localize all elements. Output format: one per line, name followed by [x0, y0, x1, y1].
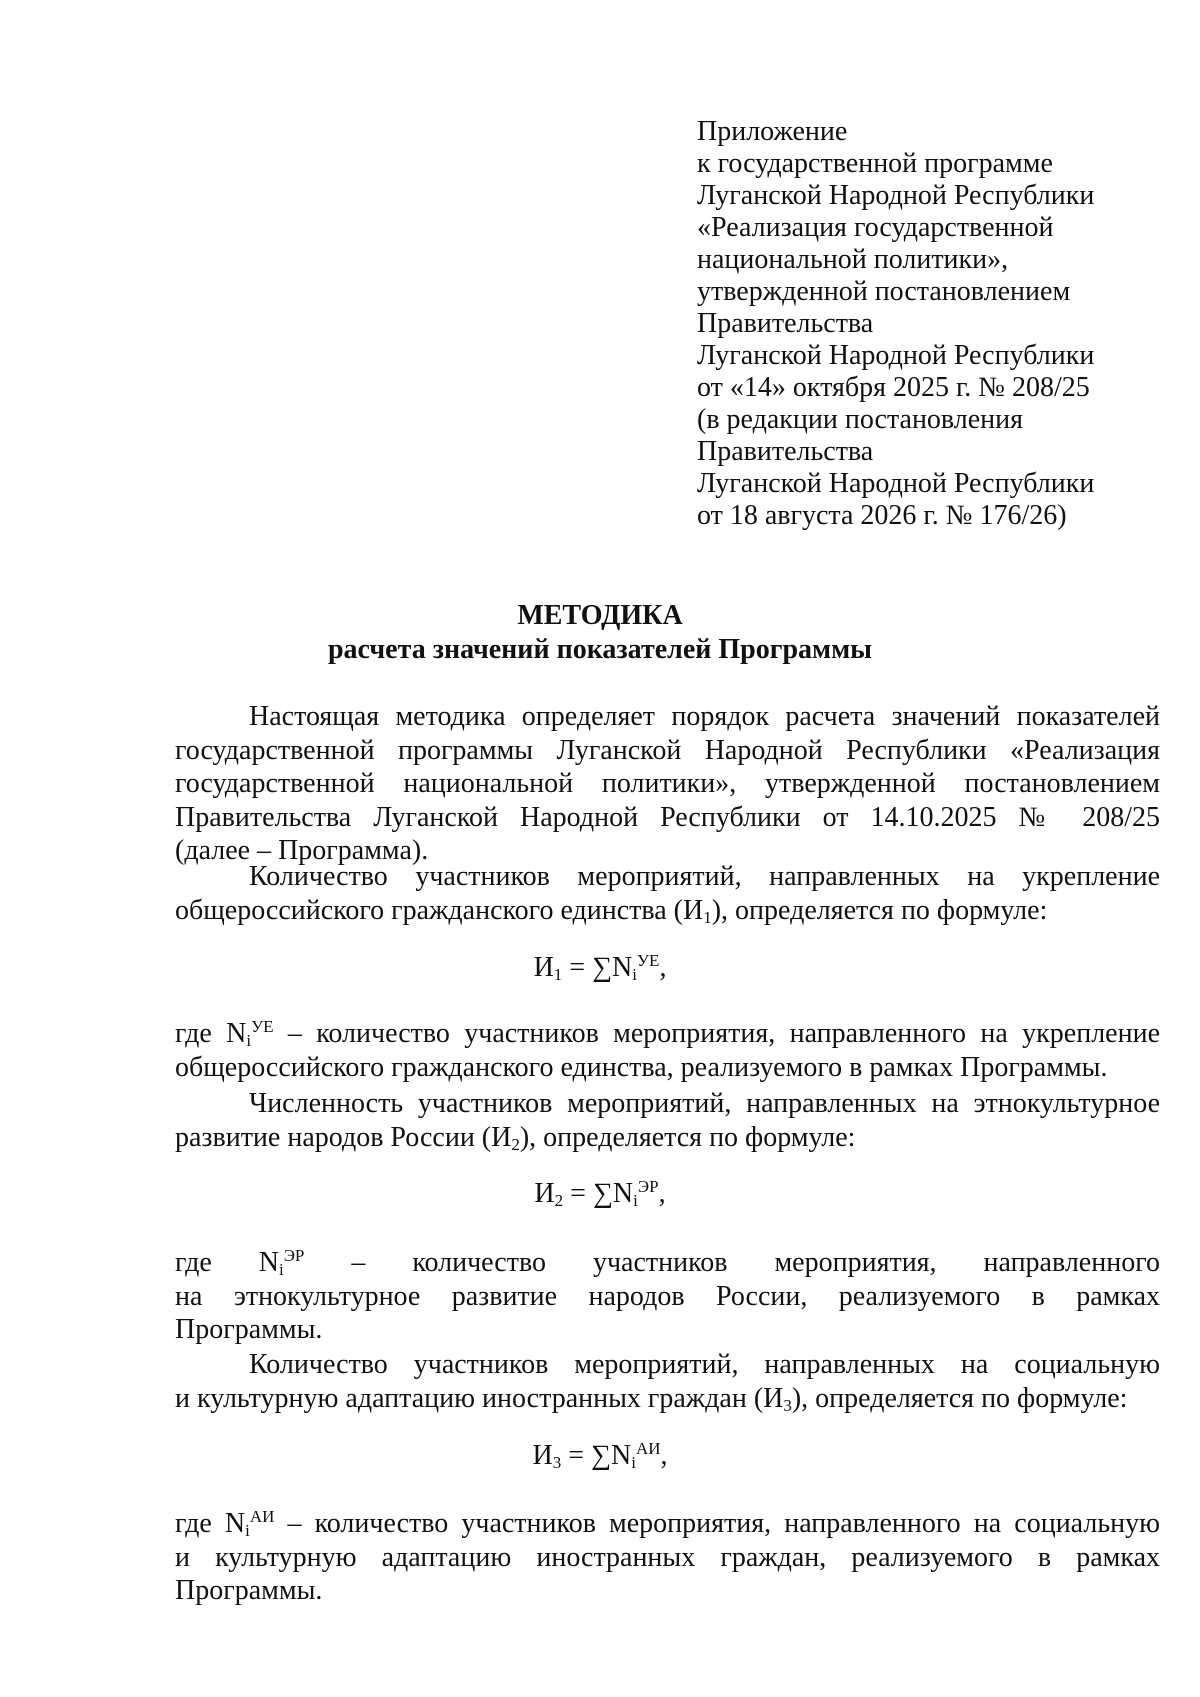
- formula-3: [0, 1440, 1200, 1472]
- text-line: [175, 1121, 1160, 1155]
- text-fragment: где N: [175, 1508, 246, 1539]
- text-fragment: ), определяется по формуле:: [791, 1382, 1128, 1414]
- subscript: i: [245, 1521, 250, 1540]
- text-fragment: – количество участников мероприятия, направленного на социальную: [274, 1508, 1160, 1539]
- appendix-line: от 18 августа 2026 г. № 176/26): [697, 500, 1067, 531]
- subscript: 1: [703, 907, 712, 927]
- formula-rhs: = ∑N: [562, 952, 633, 983]
- text-line: (далее – Программа).: [175, 835, 429, 866]
- subscript: 2: [511, 1134, 520, 1154]
- document-title: МЕТОДИКА: [517, 600, 683, 631]
- text-line: общероссийского гражданского единства, реализуемого в рамках Программы.: [175, 1051, 1108, 1083]
- appendix-line: национальной политики»,: [697, 244, 1009, 275]
- indicator-1-definition: [175, 1017, 1160, 1084]
- appendix-line: Луганской Народной Республики: [697, 340, 1095, 371]
- text-line: Программы.: [175, 1314, 323, 1345]
- formula-index: i: [633, 1191, 638, 1210]
- formula-index: i: [632, 965, 638, 984]
- appendix-line: Луганской Народной Республики: [697, 180, 1095, 211]
- appendix-line: Правительства: [697, 308, 874, 339]
- formula-rhs: = ∑N: [563, 1178, 634, 1209]
- text-line: Количество участников мероприятий, направленных на укрепление: [249, 861, 1160, 892]
- formula-lhs-subscript: 2: [554, 1191, 564, 1210]
- formula-end: ,: [660, 1440, 668, 1471]
- formula-rhs: = ∑N: [561, 1440, 632, 1471]
- appendix-line: «Реализация государственной: [697, 212, 1054, 243]
- formula-2: [0, 1178, 1200, 1210]
- formula-lhs: И: [533, 952, 554, 983]
- text-line: Численность участников мероприятий, направленных на этнокультурное: [249, 1088, 1160, 1119]
- formula-lhs: И: [532, 1440, 553, 1471]
- appendix-line: Луганской Народной Республики: [697, 468, 1095, 499]
- formula-superscript: ЭР: [637, 1177, 659, 1196]
- appendix-line: к государственной программе: [697, 148, 1053, 179]
- text-fragment: где N: [175, 1247, 279, 1278]
- formula-1: [0, 952, 1200, 984]
- superscript: УЕ: [251, 1017, 274, 1036]
- formula-end: ,: [659, 952, 667, 983]
- text-line: Программы.: [175, 1575, 323, 1606]
- superscript: ЭР: [283, 1246, 305, 1265]
- appendix-line: от «14» октября 2025 г. № 208/25: [697, 372, 1090, 403]
- text-line: Правительства Луганской Народной Республики от 14.10.2025 № 208/25: [175, 801, 1160, 833]
- formula-superscript: УЕ: [637, 951, 660, 970]
- text-fragment: ), определяется по формуле:: [519, 1121, 856, 1153]
- text-fragment: – количество участников мероприятия, направленного на укрепление: [273, 1018, 1160, 1049]
- text-fragment: ), определяется по формуле:: [711, 894, 1048, 926]
- text-line: Настоящая методика определяет порядок расчета значений показателей: [249, 701, 1160, 732]
- text-line: Количество участников мероприятий, направленных на социальную: [249, 1349, 1160, 1380]
- formula-lhs-subscript: 3: [552, 1453, 562, 1472]
- appendix-line: утвержденной постановлением: [697, 276, 1071, 307]
- indicator-2-definition: [175, 1246, 1160, 1347]
- formula-end: ,: [658, 1178, 666, 1209]
- formula-superscript: АИ: [635, 1439, 661, 1458]
- subscript: 3: [783, 1395, 792, 1415]
- text-line: [175, 1246, 1160, 1280]
- appendix-header: [697, 116, 1094, 532]
- text-fragment: развитие народов России (И: [175, 1121, 512, 1153]
- text-line: [175, 1507, 1160, 1541]
- appendix-line: Приложение: [697, 116, 848, 147]
- appendix-line: Правительства: [697, 436, 874, 467]
- text-line: [175, 1017, 1160, 1051]
- text-line: [175, 894, 1160, 928]
- text-fragment: общероссийского гражданского единства (И: [175, 894, 704, 926]
- text-line: на этнокультурное развитие народов России, реализуемого в рамках: [175, 1280, 1160, 1312]
- text-line: государственной национальной политики», утвержденной постановлением: [175, 768, 1160, 799]
- text-fragment: и культурную адаптацию иностранных граждан (И: [175, 1382, 784, 1414]
- formula-lhs: И: [534, 1178, 555, 1209]
- indicator-1-paragraph: [175, 860, 1160, 927]
- text-line: государственной программы Луганской Народной Республики «Реализация: [175, 734, 1160, 766]
- indicator-2-paragraph: [175, 1087, 1160, 1154]
- subscript: i: [246, 1031, 252, 1050]
- document-subtitle: расчета значений показателей Программы: [327, 634, 873, 665]
- indicator-3-paragraph: [175, 1348, 1160, 1415]
- subscript: i: [278, 1260, 284, 1279]
- formula-lhs-subscript: 1: [553, 965, 563, 984]
- intro-paragraph: [175, 700, 1160, 868]
- text-fragment: где N: [175, 1018, 247, 1049]
- indicator-3-definition: [175, 1507, 1160, 1608]
- superscript: АИ: [249, 1507, 275, 1526]
- appendix-line: (в редакции постановления: [697, 404, 1024, 435]
- formula-index: i: [631, 1453, 636, 1472]
- text-line: и культурную адаптацию иностранных граждан, реализуемого в рамках: [175, 1541, 1160, 1573]
- text-fragment: – количество участников мероприятия, направленного: [304, 1247, 1160, 1278]
- text-line: [175, 1382, 1160, 1416]
